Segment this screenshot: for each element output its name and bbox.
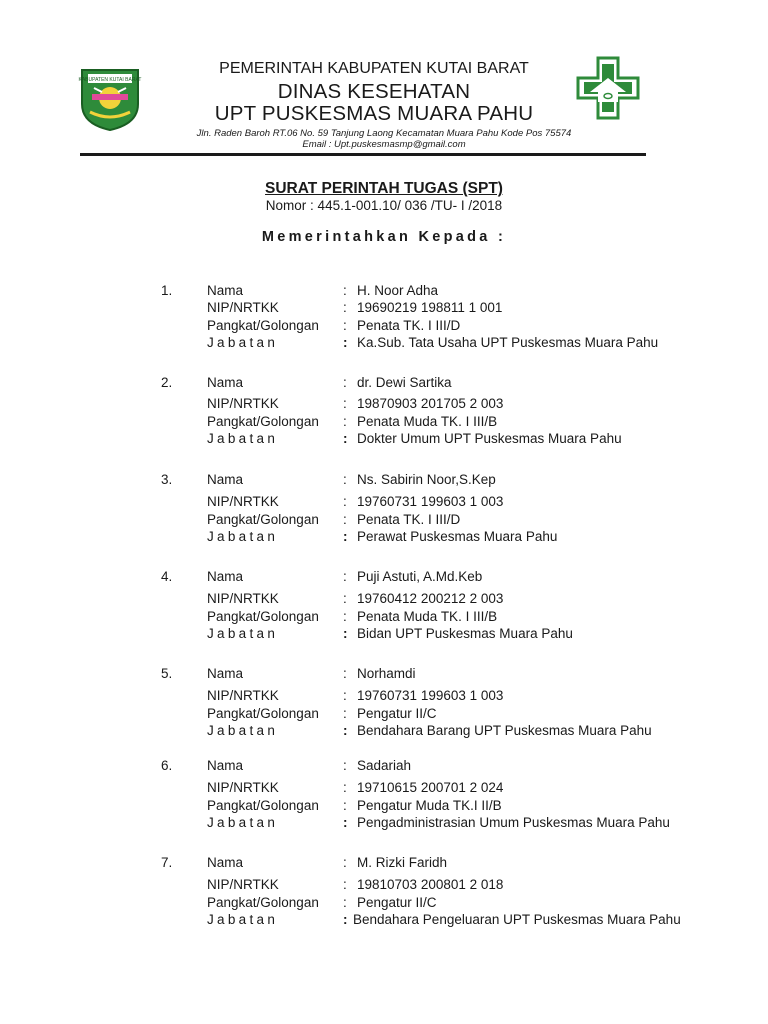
value-nip: 19690219 198811 1 001 [357, 300, 503, 315]
person-number: 3. [161, 472, 173, 487]
colon-separator: : [343, 318, 347, 333]
colon-separator: : [343, 895, 347, 910]
value-jabatan: Bendahara Pengeluaran UPT Puskesmas Muara Pahu [353, 912, 681, 927]
department-name: DINAS KESEHATAN [277, 80, 471, 103]
value-nama: M. Rizki Faridh [357, 855, 448, 870]
value-nip: 19760731 199603 1 003 [357, 688, 504, 703]
colon-separator: : [343, 688, 347, 703]
colon-separator: : [343, 626, 348, 641]
colon-separator: : [343, 431, 348, 446]
government-name: PEMERINTAH KABUPATEN KUTAI BARAT [219, 60, 529, 77]
label-nip: NIP/NRTKK [207, 396, 279, 411]
value-pangkat: Penata Muda TK. I III/B [357, 414, 498, 429]
label-nama: Nama [207, 758, 244, 773]
colon-separator: : [343, 706, 347, 721]
label-pangkat: Pangkat/Golongan [207, 414, 319, 429]
label-nama: Nama [207, 569, 244, 584]
colon-separator: : [343, 335, 348, 350]
value-pangkat: Penata Muda TK. I III/B [357, 609, 498, 624]
colon-separator: : [343, 300, 347, 315]
label-pangkat: Pangkat/Golongan [207, 609, 319, 624]
label-pangkat: Pangkat/Golongan [207, 798, 319, 813]
value-nama: Puji Astuti, A.Md.Keb [357, 569, 483, 584]
colon-separator: : [343, 472, 347, 487]
colon-separator: : [343, 798, 347, 813]
document-number: Nomor : 445.1-001.10/ 036 /TU- I /2018 [265, 198, 503, 213]
value-pangkat: Penata TK. I III/D [357, 318, 461, 333]
crest-caption: KABUPATEN KUTAI BARAT [78, 77, 142, 83]
colon-separator: : [343, 529, 348, 544]
value-jabatan: Bendahara Barang UPT Puskesmas Muara Pahu [357, 723, 652, 738]
value-jabatan: Pengadministrasian Umum Puskesmas Muara Pahu [357, 815, 670, 830]
colon-separator: : [343, 666, 347, 681]
person-number: 1. [161, 283, 173, 298]
label-pangkat: Pangkat/Golongan [207, 706, 319, 721]
colon-separator: : [343, 591, 347, 606]
value-nip: 19810703 200801 2 018 [357, 877, 504, 892]
person-number: 5. [161, 666, 173, 681]
label-jabatan: Jabatan [207, 912, 279, 927]
colon-separator: : [343, 375, 347, 390]
person-number: 6. [161, 758, 173, 773]
label-nip: NIP/NRTKK [207, 877, 279, 892]
label-nip: NIP/NRTKK [207, 591, 279, 606]
colon-separator: : [343, 396, 347, 411]
letterhead-divider [80, 153, 646, 156]
colon-separator: : [343, 609, 347, 624]
label-pangkat: Pangkat/Golongan [207, 895, 319, 910]
value-nama: Norhamdi [357, 666, 416, 681]
colon-separator: : [343, 512, 347, 527]
colon-separator: : [343, 283, 347, 298]
label-nama: Nama [207, 375, 244, 390]
label-nama: Nama [207, 855, 244, 870]
value-nip: 19870903 201705 2 003 [357, 396, 504, 411]
value-jabatan: Bidan UPT Puskesmas Muara Pahu [357, 626, 573, 641]
label-nip: NIP/NRTKK [207, 780, 279, 795]
label-nip: NIP/NRTKK [207, 494, 279, 509]
label-nip: NIP/NRTKK [207, 300, 279, 315]
institution-name: UPT PUSKESMAS MUARA PAHU [214, 102, 534, 125]
label-jabatan: Jabatan [207, 815, 279, 830]
value-nip: 19760412 200212 2 003 [357, 591, 504, 606]
label-jabatan: Jabatan [207, 723, 279, 738]
colon-separator: : [343, 877, 347, 892]
value-nip: 19760731 199603 1 003 [357, 494, 504, 509]
label-jabatan: Jabatan [207, 626, 279, 641]
person-number: 4. [161, 569, 173, 584]
value-nama: Sadariah [357, 758, 412, 773]
label-nama: Nama [207, 472, 244, 487]
colon-separator: : [343, 815, 348, 830]
value-nama: Ns. Sabirin Noor,S.Kep [357, 472, 496, 487]
label-jabatan: Jabatan [207, 335, 279, 350]
colon-separator: : [343, 780, 347, 795]
value-nip: 19710615 200701 2 024 [357, 780, 504, 795]
value-pangkat: Pengatur Muda TK.I II/B [357, 798, 502, 813]
label-nama: Nama [207, 666, 244, 681]
label-jabatan: Jabatan [207, 529, 279, 544]
label-pangkat: Pangkat/Golongan [207, 512, 319, 527]
colon-separator: : [343, 758, 347, 773]
value-pangkat: Pengatur II/C [357, 706, 437, 721]
value-pangkat: Pengatur II/C [357, 895, 437, 910]
label-nama: Nama [207, 283, 244, 298]
label-jabatan: Jabatan [207, 431, 279, 446]
colon-separator: : [343, 723, 348, 738]
value-nama: dr. Dewi Sartika [357, 375, 452, 390]
value-jabatan: Ka.Sub. Tata Usaha UPT Puskesmas Muara Pahu [357, 335, 659, 350]
colon-separator: : [343, 494, 347, 509]
value-jabatan: Perawat Puskesmas Muara Pahu [357, 529, 558, 544]
person-number: 7. [161, 855, 173, 870]
colon-separator: : [343, 912, 348, 927]
colon-separator: : [343, 855, 347, 870]
label-pangkat: Pangkat/Golongan [207, 318, 319, 333]
value-pangkat: Penata TK. I III/D [357, 512, 461, 527]
colon-separator: : [343, 569, 347, 584]
value-nama: H. Noor Adha [357, 283, 439, 298]
document-title: SURAT PERINTAH TUGAS (SPT) [265, 180, 503, 197]
email: Email : Upt.puskesmasmp@gmail.com [302, 139, 466, 150]
colon-separator: : [343, 414, 347, 429]
person-number: 2. [161, 375, 173, 390]
value-jabatan: Dokter Umum UPT Puskesmas Muara Pahu [357, 431, 622, 446]
address: Jln. Raden Baroh RT.06 No. 59 Tanjung Laong Kecamatan Muara Pahu Kode Pos 75574 [196, 128, 572, 139]
command-heading: Memerintahkan Kepada : [261, 229, 507, 245]
label-nip: NIP/NRTKK [207, 688, 279, 703]
